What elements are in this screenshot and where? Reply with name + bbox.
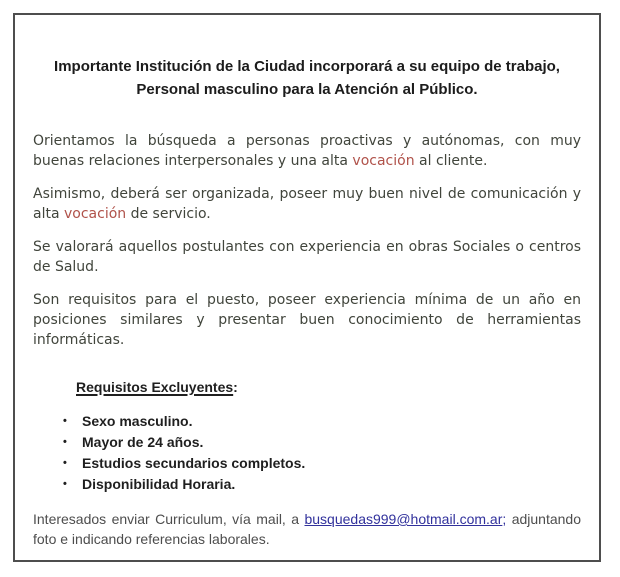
requirements-heading-colon: :	[233, 379, 238, 395]
text-run: Son requisitos para el puesto, poseer experiencia mínima de un año en posiciones similares y presentar buen conocimiento de herramientas informáticas.	[33, 292, 581, 348]
paragraph-asimismo	[33, 184, 581, 224]
requirement-item: • Sexo masculino.	[82, 411, 581, 432]
text-run: Se valorará aquellos postulantes con experiencia en obras Sociales o centros de Salud.	[33, 239, 581, 275]
paragraph-se-valorara	[33, 237, 581, 277]
paragraph-orientamos	[33, 131, 581, 171]
job-ad-document	[13, 13, 601, 562]
text-run: Orientamos la búsqueda a personas proactivas y autónomas, con muy buenas relaciones interpersonales y una alta	[33, 133, 581, 169]
accent-word-vocacion: vocación	[64, 206, 127, 222]
text-run: Interesados enviar Curriculum, vía mail, a	[33, 511, 305, 527]
contact-paragraph	[33, 509, 581, 549]
paragraph-son-requisitos	[33, 290, 581, 350]
email-semicolon: ;	[502, 511, 507, 527]
text-run: al cliente.	[414, 153, 488, 169]
requirement-item: • Mayor de 24 años.	[82, 432, 581, 453]
text-run: adjuntando foto e indicando referencias laborales.	[33, 511, 581, 547]
email-link[interactable]: busquedas999@hotmail.com.ar	[304, 511, 503, 527]
document-title: Importante Institución de la Ciudad incorporará a su equipo de trabajo, Personal masculino para la Atención al Público.	[54, 58, 560, 98]
requirement-item: • Disponibilidad Horaria.	[82, 474, 581, 495]
accent-word-vocacion: vocación	[352, 153, 415, 169]
text-run: de servicio.	[126, 206, 211, 222]
requirements-heading-text: Requisitos Excluyentes	[76, 379, 234, 395]
requirements-list	[33, 411, 581, 495]
requirement-item: • Estudios secundarios completos.	[82, 453, 581, 474]
requirements-heading	[76, 378, 581, 397]
text-run: Asimismo, deberá ser organizada, poseer muy buen nivel de comunicación y alta	[33, 186, 581, 222]
